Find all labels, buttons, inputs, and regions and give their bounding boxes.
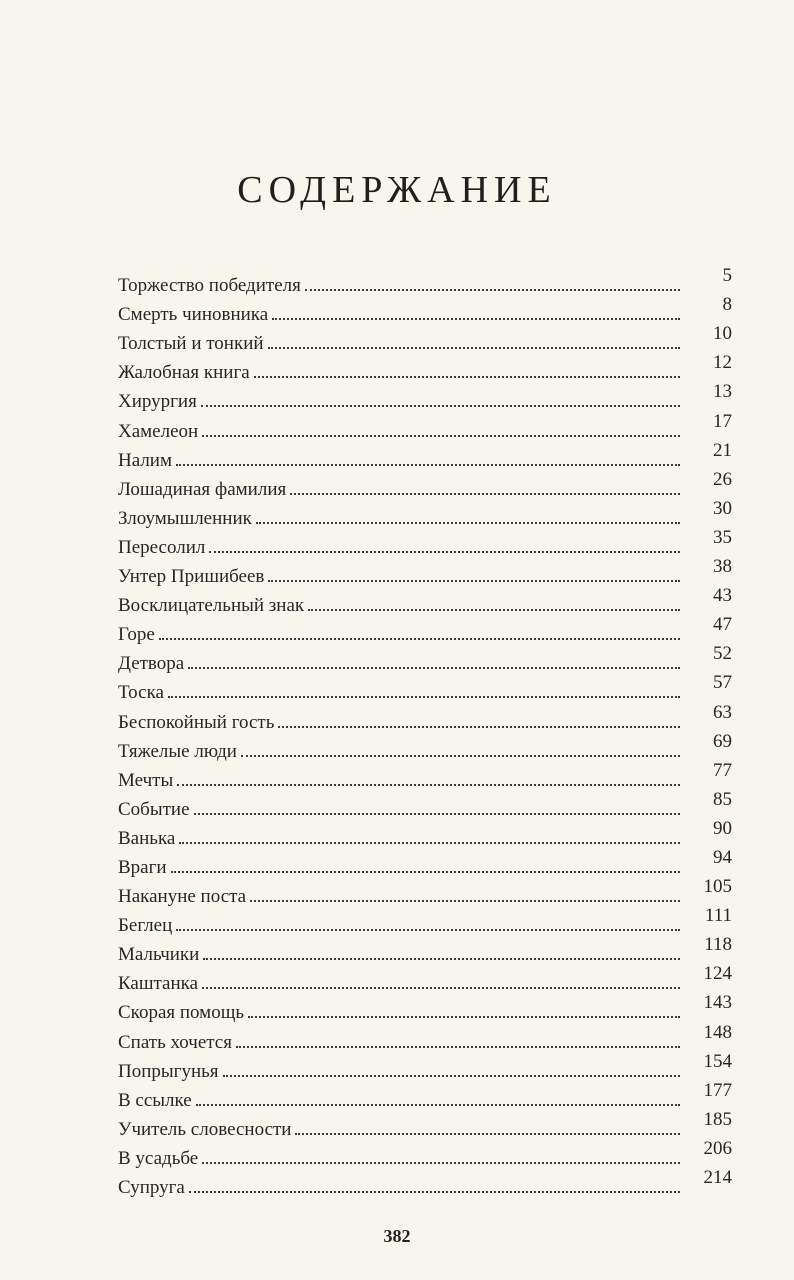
dot-leader — [203, 958, 680, 960]
toc-entry-title: Хирургия — [118, 391, 197, 413]
toc-entry-page: 12 — [713, 352, 732, 374]
toc-entry — [118, 557, 732, 586]
toc-entry — [118, 1052, 732, 1081]
dot-leader — [254, 376, 680, 378]
toc-entry-title: Жалобная книга — [118, 362, 250, 384]
toc-entry-page: 94 — [713, 846, 732, 868]
toc-entry — [118, 441, 732, 470]
toc-entry — [118, 673, 732, 702]
toc-entry — [118, 295, 732, 324]
dot-leader — [177, 784, 680, 786]
toc-entry-page: 111 — [704, 905, 732, 927]
toc-entry-page: 214 — [703, 1167, 732, 1188]
toc-entry — [118, 877, 732, 906]
toc-entry — [118, 761, 732, 790]
toc-entry-page: 148 — [703, 1021, 732, 1043]
toc-entry — [118, 324, 732, 353]
dot-leader — [194, 813, 680, 815]
toc-entry-title: В ссылке — [118, 1089, 192, 1111]
toc-entry-page: 118 — [704, 934, 732, 956]
dot-leader — [202, 435, 680, 437]
toc-entry-title: Беглец — [118, 915, 173, 937]
dot-leader — [202, 1162, 680, 1164]
toc-entry-page: 57 — [713, 672, 732, 694]
dot-leader — [159, 638, 680, 640]
toc-entry-title: В усадьбе — [118, 1147, 199, 1169]
toc-entry — [118, 353, 732, 382]
toc-entry — [118, 702, 732, 731]
toc-entry-title: Налим — [118, 449, 172, 471]
toc-entry-title: Спать хочется — [118, 1031, 232, 1053]
toc-entry — [118, 644, 732, 673]
toc-entry — [118, 382, 732, 411]
toc-entry-title: Каштанка — [118, 973, 198, 995]
toc-entry — [118, 993, 732, 1022]
dot-leader — [241, 755, 680, 757]
toc-entry — [118, 964, 732, 993]
toc-entry-title: Супруга — [118, 1177, 185, 1198]
toc-entry-page: 85 — [713, 788, 732, 810]
toc-entry-page: 154 — [703, 1050, 732, 1072]
toc-entry — [118, 1139, 732, 1168]
dot-leader — [168, 696, 680, 698]
page-number: 382 — [383, 1226, 411, 1246]
toc-entry-page: 30 — [713, 497, 732, 519]
toc-entry-page: 77 — [713, 759, 732, 781]
page-title: СОДЕРЖАНИЕ — [237, 169, 557, 211]
toc-entry-page: 35 — [713, 526, 732, 548]
toc-entry — [118, 819, 732, 848]
toc-entry — [118, 732, 732, 761]
dot-leader — [201, 405, 680, 407]
toc-entry — [118, 615, 732, 644]
toc-entry-title: Смерть чиновника — [118, 304, 269, 326]
dot-leader — [308, 609, 680, 611]
toc-entry-title: Хамелеон — [118, 420, 199, 442]
toc-entry-page: 21 — [713, 439, 732, 461]
toc-entry — [118, 1110, 732, 1139]
toc-entry-title: Унтер Пришибеев — [118, 566, 265, 588]
toc-entry — [118, 906, 732, 935]
toc-entry-page: 206 — [703, 1137, 732, 1159]
toc-entry-title: Скорая помощь — [118, 1002, 244, 1024]
toc-entry-page: 26 — [713, 468, 732, 490]
toc-entry-title: Накануне поста — [118, 886, 247, 908]
toc-entry — [118, 528, 732, 557]
toc-entry-title: Торжество победителя — [118, 275, 301, 297]
toc-entry — [118, 790, 732, 819]
dot-leader — [202, 987, 680, 989]
dot-leader — [176, 464, 680, 466]
toc-entry — [118, 848, 732, 877]
dot-leader — [278, 726, 680, 728]
table-of-contents — [118, 266, 732, 1197]
toc-entry-page: 90 — [713, 817, 732, 839]
toc-entry-title: Пересолил — [118, 536, 206, 558]
dot-leader — [171, 871, 680, 873]
toc-entry — [118, 411, 732, 440]
toc-entry-title: Тяжелые люди — [118, 740, 237, 762]
dot-leader — [268, 580, 680, 582]
toc-entry-title: Попрыгунья — [118, 1060, 219, 1082]
dot-leader — [305, 289, 680, 291]
dot-leader — [209, 551, 680, 553]
dot-leader — [196, 1104, 680, 1106]
toc-entry-title: Толстый и тонкий — [118, 333, 264, 355]
toc-entry — [118, 935, 732, 964]
toc-entry-page: 69 — [713, 730, 732, 752]
dot-leader — [250, 900, 680, 902]
dot-leader — [179, 842, 680, 844]
toc-entry — [118, 1081, 732, 1110]
toc-entry — [118, 1168, 732, 1197]
dot-leader — [272, 318, 680, 320]
toc-entry-page: 185 — [703, 1108, 732, 1130]
toc-entry-title: Горе — [118, 624, 155, 646]
toc-entry-page: 43 — [713, 585, 732, 607]
toc-entry-page: 13 — [713, 381, 732, 403]
toc-entry-page: 17 — [713, 410, 732, 432]
dot-leader — [236, 1046, 680, 1048]
toc-entry-page: 105 — [703, 876, 732, 898]
dot-leader — [189, 1191, 680, 1193]
toc-entry-page: 10 — [713, 323, 732, 345]
toc-entry-title: Событие — [118, 798, 190, 820]
toc-entry — [118, 499, 732, 528]
toc-entry-title: Мечты — [118, 769, 174, 791]
dot-leader — [223, 1075, 680, 1077]
toc-entry — [118, 266, 732, 295]
toc-entry-title: Мальчики — [118, 944, 200, 966]
toc-entry-page: 143 — [703, 992, 732, 1014]
toc-entry-title: Детвора — [118, 653, 185, 675]
toc-entry-title: Злоумышленник — [118, 507, 252, 529]
toc-entry-page: 38 — [713, 556, 732, 578]
toc-entry-page: 177 — [703, 1079, 732, 1101]
toc-entry-title: Ванька — [118, 827, 176, 849]
toc-entry-title: Тоска — [118, 682, 164, 704]
dot-leader — [295, 1133, 680, 1135]
toc-entry — [118, 1022, 732, 1051]
dot-leader — [248, 1016, 680, 1018]
toc-entry — [118, 586, 732, 615]
toc-entry-page: 8 — [722, 294, 732, 316]
dot-leader — [256, 522, 680, 524]
toc-entry-page: 5 — [722, 265, 732, 287]
toc-entry-page: 47 — [713, 614, 732, 636]
toc-entry-page: 63 — [713, 701, 732, 723]
toc-entry-title: Лошадиная фамилия — [118, 478, 287, 500]
dot-leader — [176, 929, 680, 931]
toc-entry-page: 124 — [703, 963, 732, 985]
toc-entry-title: Враги — [118, 856, 167, 878]
dot-leader — [188, 667, 680, 669]
toc-entry — [118, 470, 732, 499]
toc-entry-title: Учитель словесности — [118, 1118, 292, 1140]
dot-leader — [290, 493, 680, 495]
toc-entry-title: Беспокойный гость — [118, 711, 275, 733]
toc-entry-page: 52 — [713, 643, 732, 665]
toc-entry-title: Восклицательный знак — [118, 595, 305, 617]
dot-leader — [268, 347, 680, 349]
